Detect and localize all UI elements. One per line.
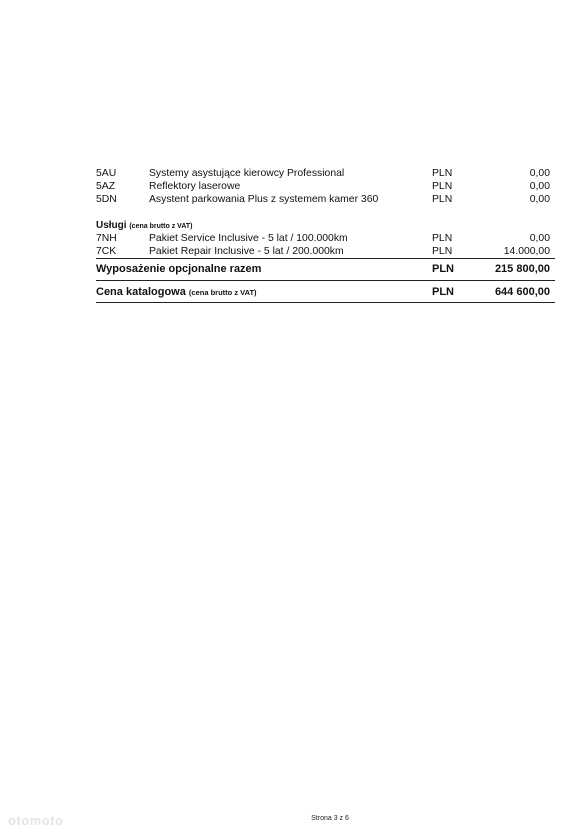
item-currency: PLN (432, 233, 453, 244)
divider (96, 302, 555, 303)
list-item (96, 180, 555, 193)
page-number: Strona 3 z 6 (311, 815, 349, 822)
item-code: 7NH (96, 233, 117, 244)
item-amount: 0,00 (529, 168, 550, 179)
catalog-price-amount: 644 600,00 (494, 286, 550, 298)
item-description: Pakiet Service Inclusive - 5 lat / 100.000km (149, 233, 348, 244)
services-heading-note: (cena brutto z VAT) (129, 223, 193, 230)
catalog-price-label-group (96, 286, 257, 298)
item-description: Pakiet Repair Inclusive - 5 lat / 200.000km (149, 246, 344, 257)
catalog-price-label: Cena katalogowa (96, 286, 186, 298)
item-code: 7CK (96, 246, 117, 257)
item-code: 5AZ (96, 181, 116, 192)
item-amount: 0,00 (529, 181, 550, 192)
list-item (96, 245, 555, 258)
optional-total-currency: PLN (432, 263, 454, 275)
services-section (96, 220, 555, 258)
item-code: 5AU (96, 168, 117, 179)
services-heading (96, 220, 555, 232)
item-currency: PLN (432, 181, 453, 192)
optional-total-amount: 215 800,00 (494, 263, 550, 275)
equipment-list (96, 167, 555, 206)
item-currency: PLN (432, 194, 453, 205)
divider (96, 258, 555, 259)
watermark-logo: otomoto (8, 813, 64, 828)
services-heading-label: Usługi (96, 220, 127, 231)
item-currency: PLN (432, 168, 453, 179)
item-code: 5DN (96, 194, 117, 205)
item-currency: PLN (432, 246, 453, 257)
item-description: Asystent parkowania Plus z systemem kamer 360 (149, 194, 379, 205)
catalog-price-currency: PLN (432, 286, 454, 298)
list-item (96, 167, 555, 180)
list-item (96, 193, 555, 206)
optional-total-label: Wyposażenie opcjonalne razem (96, 263, 262, 275)
item-amount: 0,00 (529, 233, 550, 244)
item-description: Reflektory laserowe (149, 181, 241, 192)
list-item (96, 232, 555, 245)
catalog-price-note: (cena brutto z VAT) (188, 288, 257, 297)
divider (96, 280, 555, 281)
item-description: Systemy asystujące kierowcy Professional (149, 168, 345, 179)
item-amount: 14.000,00 (503, 246, 550, 257)
item-amount: 0,00 (529, 194, 550, 205)
